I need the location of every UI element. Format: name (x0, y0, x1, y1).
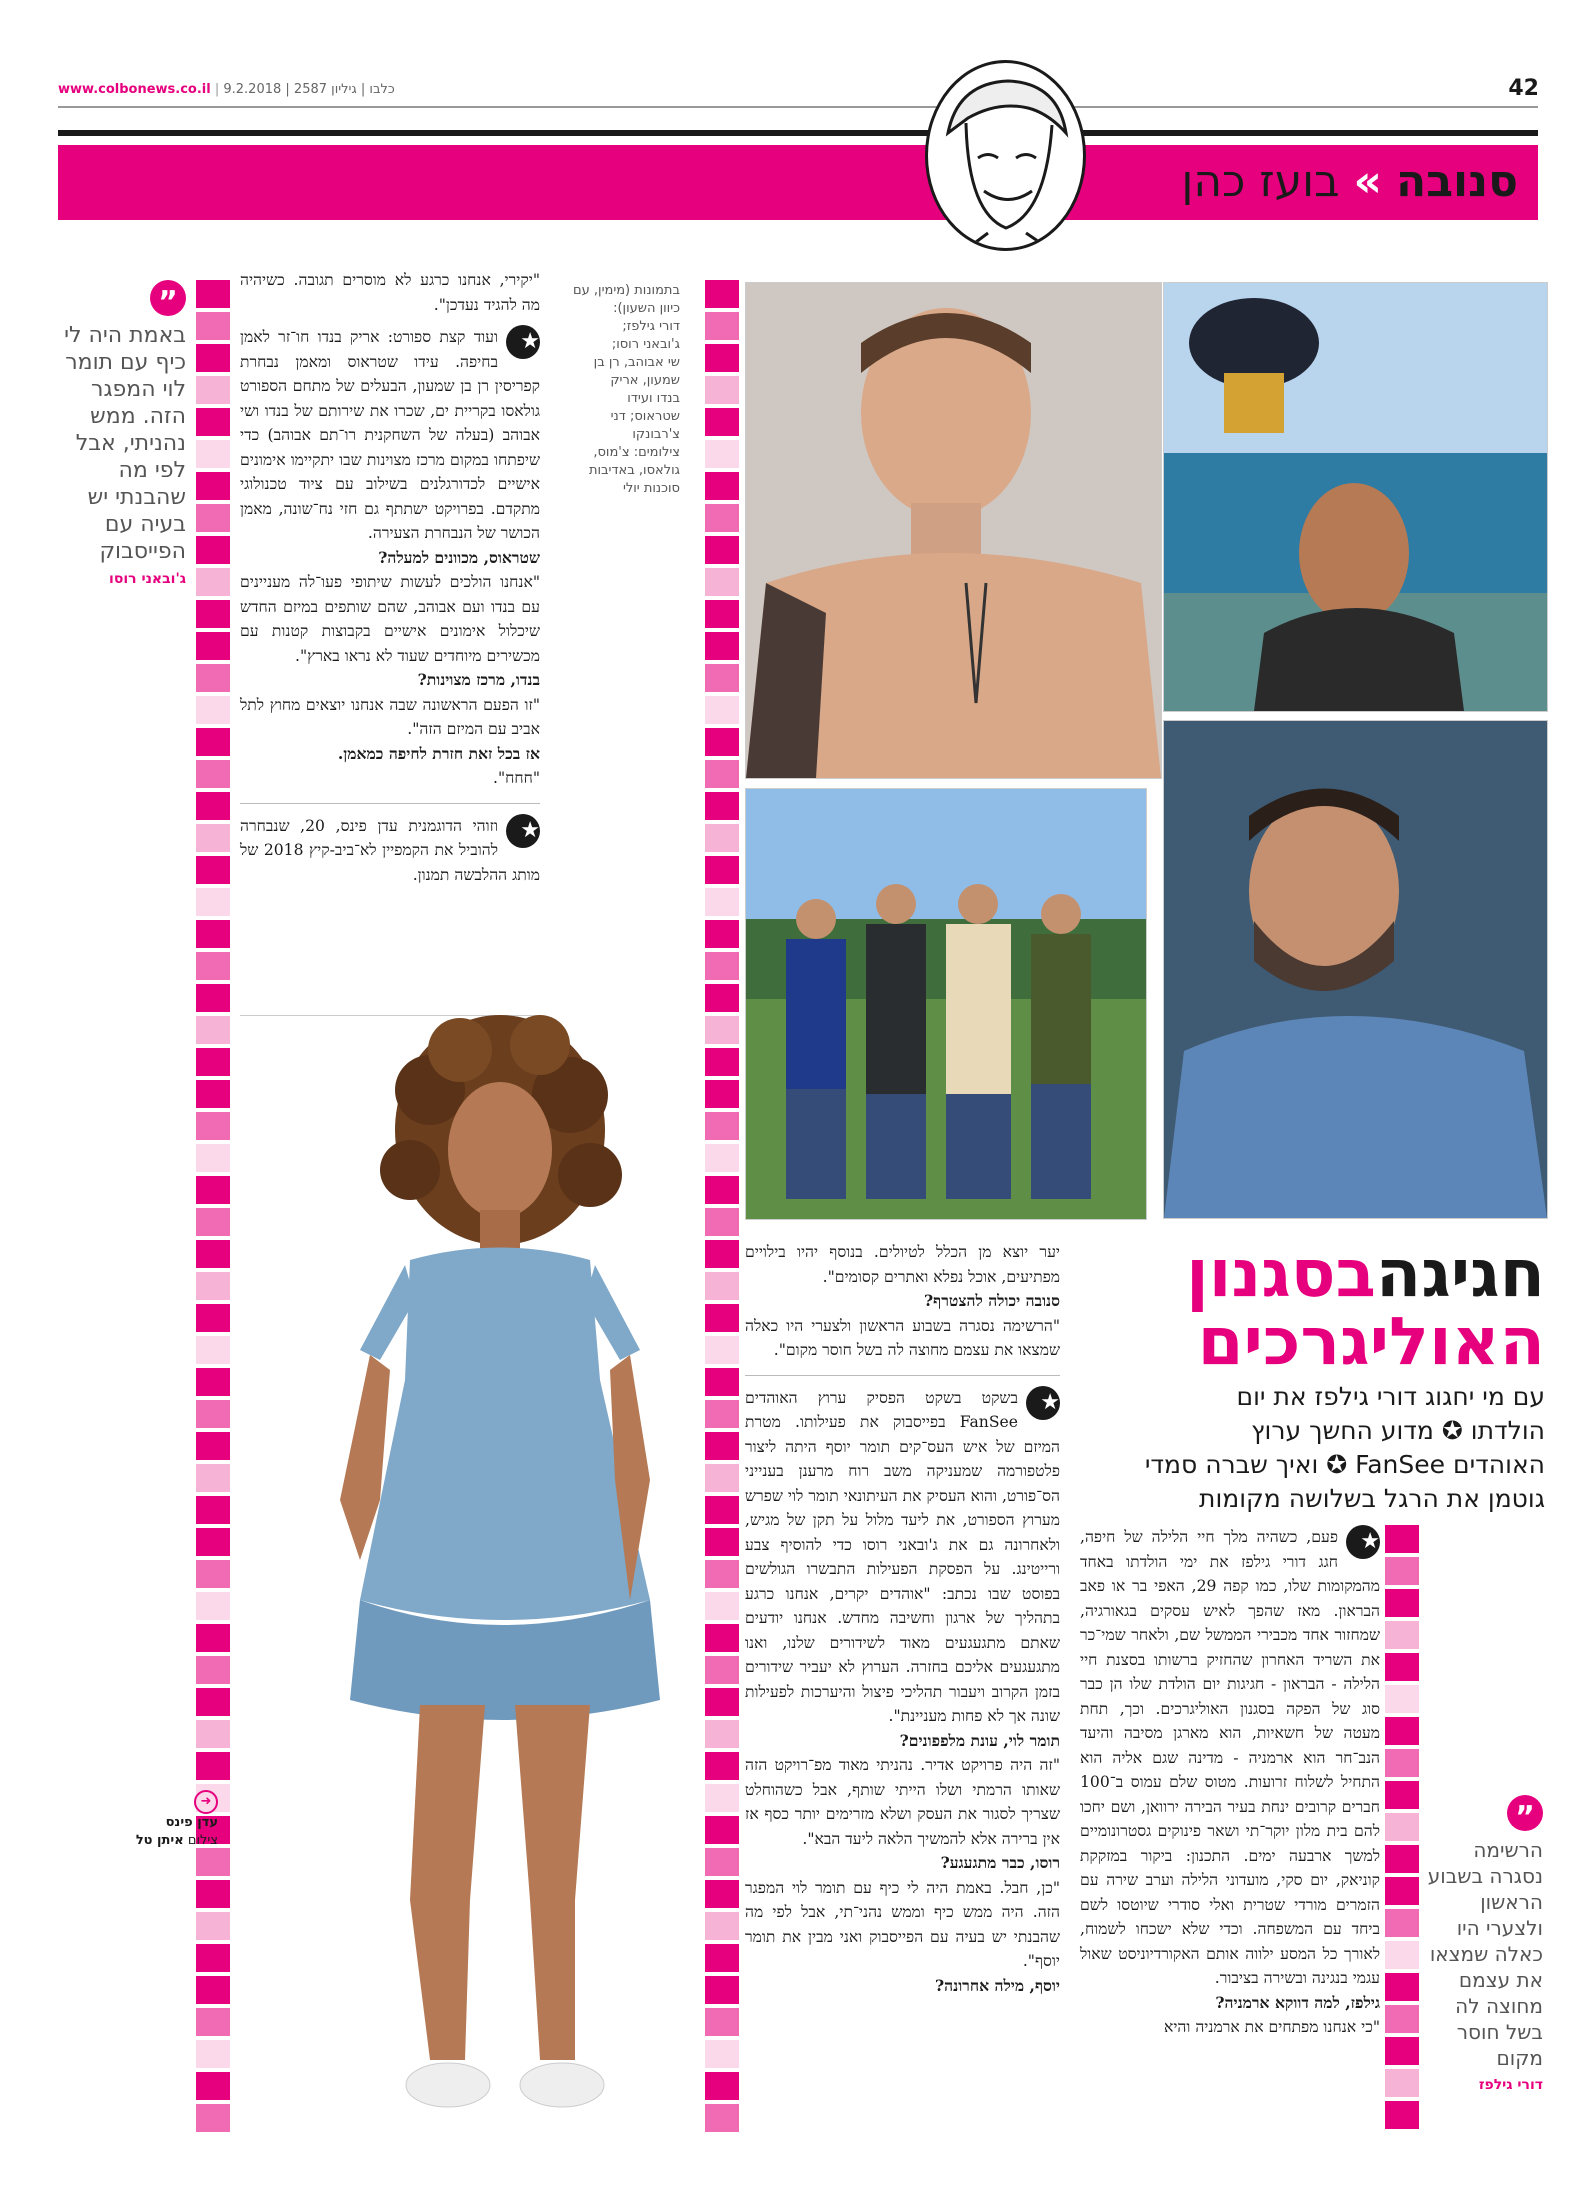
stripe-square (705, 856, 739, 884)
stripe-square (196, 1496, 230, 1524)
page-number: 42 (1508, 76, 1539, 101)
stripe-square (196, 1880, 230, 1908)
paragraph: "הרשימה נסגרה בשבוע הראשון ולצערי היו כאלה שמצאו את עצמם מחוצה לה בשל חוסר מקום". (745, 1316, 1060, 1359)
stripe-square (196, 1752, 230, 1780)
subheading: סנובה יכולה להצטרף? (924, 1291, 1060, 1310)
paragraph: "זו הפעם הראשונה שבה אנחנו יוצאים מחוץ לתל אביב עם המיזם הזה". (240, 695, 540, 738)
stripe-square (196, 664, 230, 692)
section-name: סנובה (1395, 156, 1518, 207)
stripe-square (705, 344, 739, 372)
pull-quote-attribution: דורי גילפז (1478, 2077, 1543, 2093)
stripe-square (196, 2072, 230, 2100)
headline (1080, 1235, 1545, 1380)
stripe-square (196, 1208, 230, 1236)
stripe-square (705, 632, 739, 660)
stripe-square (196, 280, 230, 308)
stripe-square (705, 696, 739, 724)
stripe-square (1385, 1589, 1419, 1617)
stripe-square (196, 1400, 230, 1428)
paragraph: "אנחנו הולכים לעשות שיתופי פעו־לה מעניינים עם בנדו ועם אבוהב, שהם שותפים במיזם החדש שיכלול אימונים אישיים בקבוצות קטנות עם מכשירים מיוחדים שעוד לא נראו בארץ". (240, 573, 540, 665)
star-icon: ★ (506, 325, 540, 359)
stripe-square (196, 1944, 230, 1972)
stripe-square (196, 1272, 230, 1300)
stripe-square (705, 664, 739, 692)
paragraph: ★ פעם, כשהיה מלך חיי הלילה של חיפה, חגג דורי גילפז את ימי הולדתו באחד מהמקומות שלו, כמו קפה 29, האפי בר או פאב הבראון. מאז שהפך לאיש עסקים בגאורגיה, שמחזור אחד מכבירי הממשל שם, ולאחר שמי־כר את השריד האחרון שהחזיק ברשותו בסצנת חיי הלילה - הבראון - חגיגות יום הולדת שלו הן כבר סוג של הפקה בסגנון האוליגרכים. וכך, תחת מעטה של חשאיות, הוא מארגן מסיבה והיעד הנב־חר הוא ארמניה - מדינה שגם אליה הוא התחיל לשלוח זרועות. מטוס שלם עמוס ב־100 חברים קרובים ינחת בעיר הבירה ירוואן, ושם יחכו להם בית מלון יוקר־תי ושאר פינוקים גסטרונומיים למשך ארבעה ימים. התכנון: ביקור במזקקת קוניאק, יום סקי, מועדוני הלילה וערב שירה עם הזמרים מורדי שטרית ואלי סודרי שיוטסו לשם ביחד עם המשפחה. וכדי שלא ישכחו לשמוח, לאורך כל המסע ילווה אותם האקורדיוניסט שאול עגמי בנגינה ובשירה בציבור. (1080, 1525, 1380, 1991)
stripe-square (1385, 2037, 1419, 2065)
star-icon: ★ (506, 814, 540, 848)
stripe-square (705, 312, 739, 340)
stripe-square (196, 1464, 230, 1492)
stripe-square (196, 984, 230, 1012)
stripe-square (196, 1688, 230, 1716)
columnist-name: בועז כהן (1181, 156, 1340, 207)
stripe-square (196, 632, 230, 660)
stripe-square (196, 600, 230, 628)
stripe-square (1385, 1525, 1419, 1553)
photo-credits: בתמונות (מימין, עם כיוון השעון): דורי גילפז; ג'ובאני רוסו; שי אבוהב, רן בן שמעון, אריק בנדו ועידו שטראוס; דני צ'רבונקו צילומים: צ'מוס, גולאסו, באדיבות סוכנות יולי (573, 283, 680, 496)
stripe-square (196, 376, 230, 404)
stripe-square (705, 376, 739, 404)
stripe-square (196, 728, 230, 756)
stripe-square (196, 1368, 230, 1396)
stripe-square (196, 1336, 230, 1364)
stripe-square (705, 568, 739, 596)
subheading: תומר לוי, עונת מלפפונים? (899, 1730, 1060, 1750)
paragraph: "זה היה פרויקט אדיר. נהניתי מאוד מפ־רויקט הזה שאותו הרמתי ושלו הייתי שותף, אבל כשהוחלט שצריך לסגור את העסק ושלא מזרימים יותר כסף אז אין ברירה אלא להמשיך הלאה ליעד הבא". (745, 1756, 1060, 1848)
paragraph: "כי אנחנו מפתחים את ארמניה והיא (1163, 2018, 1380, 2036)
stripe-square (196, 1112, 230, 1140)
stripe-square (196, 1048, 230, 1076)
subheading: גילפז, למה דווקא ארמניה? (1215, 1992, 1380, 2012)
stripe-square (196, 504, 230, 532)
stripe-square (705, 280, 739, 308)
stripe-square (196, 1080, 230, 1108)
stripe-square (196, 792, 230, 820)
quote-icon: ” (1507, 1795, 1543, 1831)
paragraph: "חחח". (493, 769, 540, 787)
stripe-square (196, 1592, 230, 1620)
stripe-square (1385, 1653, 1419, 1681)
stripe-square (1385, 2005, 1419, 2033)
stripe-square (705, 952, 739, 980)
stripe-square (196, 1016, 230, 1044)
subheading: אז בכל זאת חזרת לחיפה כמאמן. (337, 743, 540, 763)
subheading: בנדו, מרכז מצוינות? (417, 670, 540, 689)
quote-icon: ” (150, 280, 186, 316)
stripe-square (196, 2040, 230, 2068)
stripe-square (705, 888, 739, 916)
stripe-square (196, 1560, 230, 1588)
stripe-square (196, 408, 230, 436)
section-banner (58, 145, 1538, 220)
stripe-square (196, 920, 230, 948)
stripe-square (196, 1624, 230, 1652)
stripe-square (196, 344, 230, 372)
stripe-square (705, 728, 739, 756)
star-icon: ★ (1346, 1525, 1380, 1559)
stripe-square (705, 792, 739, 820)
stripe-square (1385, 1685, 1419, 1713)
stripe-square (1385, 1941, 1419, 1969)
stripe-square (1385, 1781, 1419, 1809)
header-rule (58, 106, 1538, 108)
stripe-square (196, 2104, 230, 2132)
paragraph: יער יוצא מן הכלל לטיולים. בנוסף יהיו בילויים מפתיעים, אוכל נפלא ואתרים קסומים". (745, 1243, 1060, 1286)
stripe-square (196, 1720, 230, 1748)
stripe-square (196, 1656, 230, 1684)
stripe-square (705, 920, 739, 948)
stripe-square (1385, 1621, 1419, 1649)
subheading: יוסף, מילה אחרונה? (935, 1975, 1060, 1995)
stripe-square (196, 888, 230, 916)
stripe-square (196, 1848, 230, 1876)
stripe-square (705, 600, 739, 628)
caption-name: עדן פינס (165, 1815, 218, 1830)
arrow-icon: ➜ (194, 1790, 218, 1814)
stripe-square (196, 536, 230, 564)
article-column-right (1080, 1525, 1380, 2040)
stripe-square (196, 1144, 230, 1172)
columnist-caricature (925, 60, 1086, 251)
paragraph: "יקירי, אנחנו כרגע לא מוסרים תגובה. כשיהיה מה להגיד נעדכן". (240, 271, 540, 314)
stripe-square (705, 536, 739, 564)
stripe-square (705, 408, 739, 436)
banner-top-rule (58, 130, 1538, 136)
stripe-square (196, 824, 230, 852)
stripe-square (1385, 1909, 1419, 1937)
decorative-stripe (1385, 1525, 1419, 2129)
stripe-square (196, 1976, 230, 2004)
stripe-square (705, 824, 739, 852)
headline-line-1: חגיגהבסגנון (1186, 1235, 1545, 1312)
paragraph: "כן, חבל. באמת היה לי כיף עם תומר לוי המפגר הזה. היה ממש כיף וממש נהני־תי, אבל לפי מה שהבנתי יש בעיה עם הפייסבוק ואני מבין את תומר יוסף". (745, 1878, 1060, 1970)
pull-quote-left (58, 280, 186, 587)
stripe-square (705, 504, 739, 532)
stripe-square (1385, 1717, 1419, 1745)
decorative-stripe (196, 280, 230, 2132)
star-icon: ★ (1026, 1386, 1060, 1420)
stripe-square (1385, 1845, 1419, 1873)
pull-quote-text: הרשימה נסגרה בשבוע הראשון ולצערי היו כאלה שמצאו את עצמם מחוצה לה בשל חוסר מקום (1427, 1838, 1543, 2070)
stripe-square (196, 568, 230, 596)
stripe-square (1385, 1813, 1419, 1841)
stripe-square (705, 440, 739, 468)
stripe-square (196, 440, 230, 468)
stripe-square (196, 696, 230, 724)
subheadline: עם מי יחגוג דורי גילפז את יום הולדתו ✪ מדוע החשך ערוץ האוהדים FanSee ✪ ואיך שברה סמדי גוטמן את הרגל בשלושה מקומות (1144, 1382, 1545, 1513)
banner-title (1181, 155, 1518, 209)
stripe-square (196, 952, 230, 980)
caption-credit: צילום איתן טל (135, 1833, 218, 1848)
model-caption (58, 1790, 218, 1850)
chevron-icon: » (1353, 156, 1382, 207)
stripe-square (1385, 1877, 1419, 1905)
stripe-square (196, 1432, 230, 1460)
paragraph: ★ וזוהי הדוגמנית עדן פינס, 20, שנבחרה להוביל את הקמפיין לא־ביב-קיץ 2018 של מותג ההלבשה תמנון. (240, 803, 540, 888)
stripe-square (196, 1528, 230, 1556)
paragraph: ★ בשקט בשקט הפסיק ערוץ האוהדים FanSee בפייסבוק את פעילותו. מטרת המיזם של איש העס־קים תומר יוסף היתה ליצור פלטפורמה שמעניקה משב רוח מרענן בענייני הס־פורט, והוא העסיק את העיתונאי תומר לוי שפרש מערוץ הספורט, את ליעד מלול על תקן של מגיש, ולאחרונה גם את ג'ובאני רוסו כדי להוסיף צבע ורייטינג. על הפסקת הפעילות התבשרו הגולשים בפוסט שבו נכתב: "אוהדים יקרים, אנחנו כרגע בתהליך של ארגון וחשיבה מחדש. אנחנו יודעים שאתם מתגעגעים מאוד לשידורים שלנו, ואנו מתגעגעים אליכם בחזרה. הערוץ לא יעביר שידורים בזמן הקרוב ויעבור תהליכי פיצול והיערכות לפעילות שונה אך לא פחות מעניינת". (745, 1375, 1060, 1729)
stripe-square (196, 1240, 230, 1268)
stripe-square (196, 2008, 230, 2036)
stripe-square (1385, 2069, 1419, 2097)
stripe-square (196, 856, 230, 884)
pull-quote-text: באמת היה לי כיף עם תומר לוי המפגר הזה. ממש נהניתי, אבל לפי מה שהבנתי יש בעיה עם הפייסבוק (64, 323, 186, 564)
pull-quote-right (1418, 1795, 1543, 2093)
stripe-square (1385, 2101, 1419, 2129)
stripe-square (196, 760, 230, 788)
pull-quote-attribution: ג'ובאני רוסו (109, 571, 186, 587)
header-meta: www.colbonews.co.il | כלבו | גיליון 2587 | 9.2.2018 (58, 82, 395, 97)
photo-bearded-man (1163, 720, 1548, 1219)
site-url[interactable]: www.colbonews.co.il (58, 82, 211, 97)
stripe-square (1385, 1973, 1419, 2001)
stripe-square (196, 1912, 230, 1940)
paragraph: ★ ועוד קצת ספורט: אריק בנדו חו־זר לאמן בחיפה. עידו שטראוס ומאמן נבחרת קפריסין רן בן שמעון, הבעלים של מתחם הספורט גולאסו בקריית ים, שכרו את שירותם של בנדו ושי אבוהב (בעלה של השחקנית רו־תם אבוהב) כדי שיפתחו במקום מרכז מצוינות שבו יתקיימו אימונים אישיים לכדורגלנים בשילוב עם ציוד טכנולוגי מתקדם. בפרויקט ישתתף גם חזי נח־שונה, מאמן הכושר של הנבחרת הצעירה. (240, 325, 540, 546)
photo-group-football (745, 788, 1147, 1220)
subheading: רוסו, כבר מתגעגע? (940, 1853, 1060, 1872)
model-photo (300, 1000, 720, 2140)
stripe-square (196, 472, 230, 500)
stripe-square (1385, 1557, 1419, 1585)
stripe-square (1385, 1749, 1419, 1777)
photo-man-with-cap (1163, 282, 1548, 712)
photo-young-man (745, 282, 1162, 779)
headline-line-2: האוליגרכים (1197, 1303, 1545, 1380)
stripe-square (196, 1304, 230, 1332)
stripe-square (196, 1176, 230, 1204)
subheading: שטראוס, מכוונים למעלה? (378, 547, 540, 567)
article-column-middle (745, 1240, 1060, 1998)
article-column-left (240, 268, 540, 887)
stripe-square (196, 312, 230, 340)
stripe-square (705, 472, 739, 500)
stripe-square (705, 760, 739, 788)
issue-info: כלבו | גיליון 2587 | 9.2.2018 (223, 82, 395, 97)
